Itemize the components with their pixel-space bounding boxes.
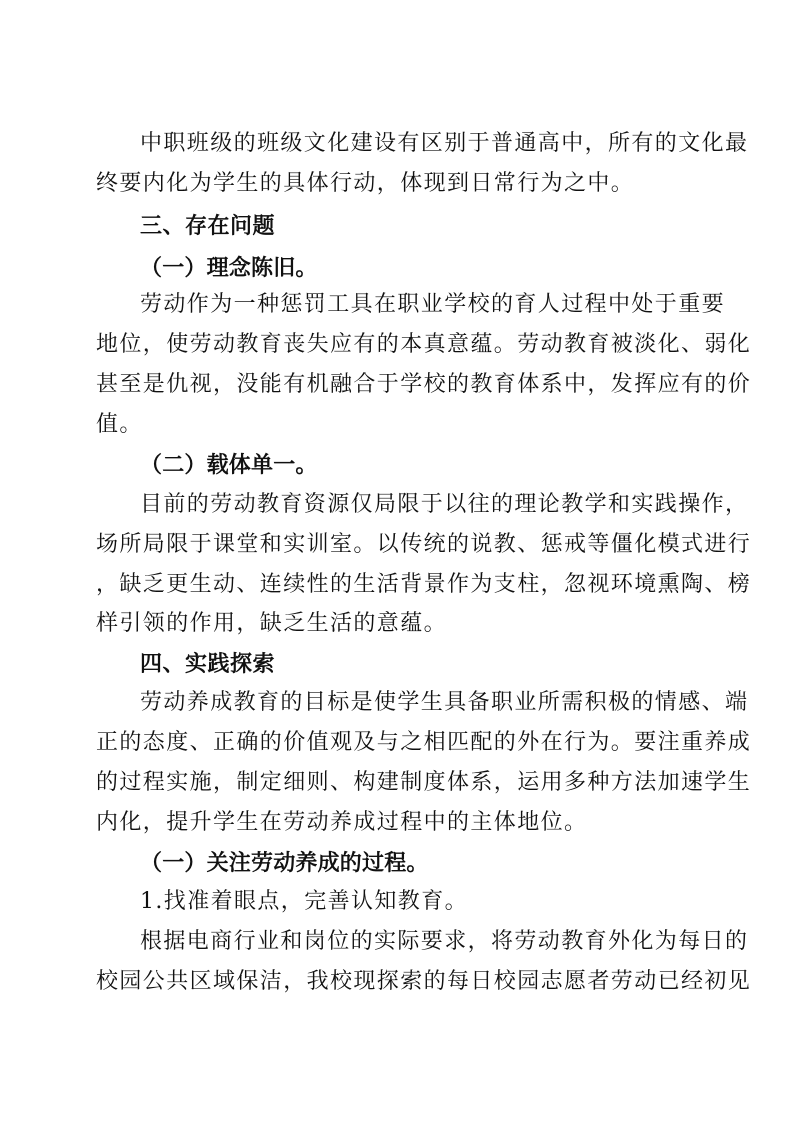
paragraph-line: 终要内化为学生的具体行动，体现到日常行为之中。 [96, 171, 635, 196]
paragraph-line: 劳动作为一种惩罚工具在职业学校的育人过程中处于重要 [140, 292, 726, 317]
paragraph-line: 中职班级的班级文化建设有区别于普通高中，所有的文化最 [140, 131, 749, 156]
subsection-heading: （一）理念陈旧。 [140, 256, 318, 281]
subsection-heading: （二）载体单一。 [140, 453, 318, 478]
paragraph-line: 值。 [96, 412, 143, 437]
paragraph-line: 正的态度、正确的价值观及与之相匹配的外在行为。要注重养成 [96, 730, 752, 755]
paragraph-line: 内化，提升学生在劳动养成过程中的主体地位。 [96, 810, 588, 835]
paragraph-line: 根据电商行业和岗位的实际要求，将劳动教育外化为每日的 [140, 929, 749, 954]
paragraph-line: 地位，使劳动教育丧失应有的本真意蕴。劳动教育被淡化、弱化 [96, 332, 752, 357]
subsection-heading: （一）关注劳动养成的过程。 [140, 851, 429, 876]
section-heading: 四、实践探索 [140, 652, 276, 677]
paragraph-line: ，缺乏更生动、连续性的生活背景作为支柱，忽视环境熏陶、榜 [96, 572, 752, 597]
paragraph-line: 劳动养成教育的目标是使学生具备职业所需积极的情感、端 [140, 690, 749, 715]
paragraph-line: 甚至是仇视，没能有机融合于学校的教育体系中，发挥应有的价 [96, 372, 752, 397]
paragraph-line: 校园公共区域保洁，我校现探索的每日校园志愿者劳动已经初见 [96, 969, 752, 994]
list-item: 1.找准着眼点，完善认知教育。 [140, 889, 468, 914]
paragraph-line: 目前的劳动教育资源仅局限于以往的理论教学和实践操作， [140, 492, 749, 517]
paragraph-line: 场所局限于课堂和实训室。以传统的说教、惩戒等僵化模式进行 [96, 532, 752, 557]
paragraph-line: 的过程实施，制定细则、构建制度体系，运用多种方法加速学生 [96, 770, 752, 795]
section-heading: 三、存在问题 [140, 214, 276, 239]
paragraph-line: 样引领的作用，缺乏生活的意蕴。 [96, 611, 448, 636]
